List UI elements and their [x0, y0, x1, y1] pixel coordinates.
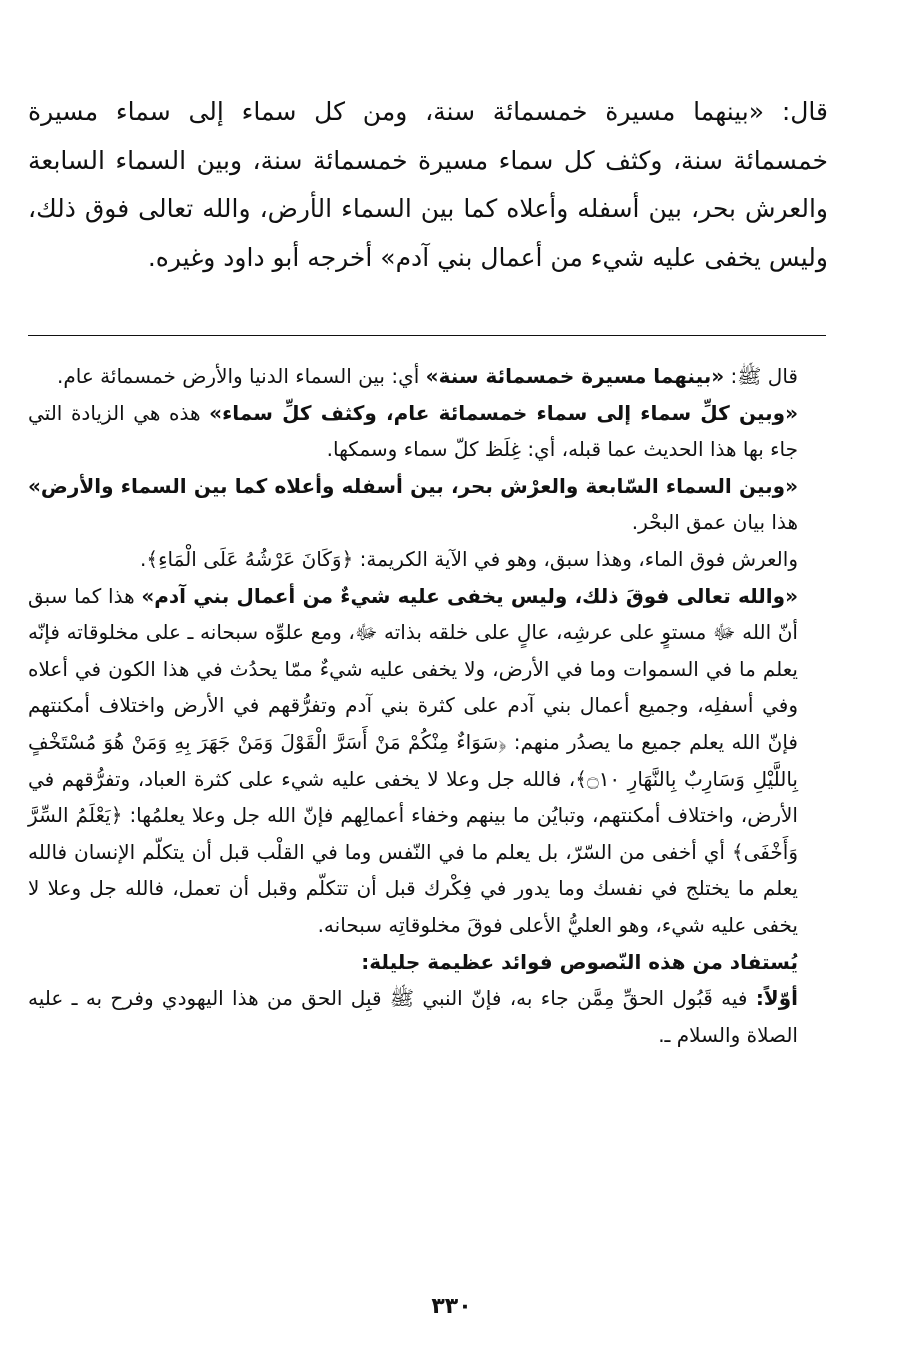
- commentary-paragraph-3: [28, 468, 828, 541]
- explanation-text: فيه قَبُول الحقِّ مِمَّن جاء به، فإنّ النبي ﷺ قبِل الحق من هذا اليهودي وفرح به ـ عليه الصلاة والسلام ـ.: [28, 986, 798, 1047]
- explanation-text: هذا كما سبق أنّ الله ﷻ مستوٍ على عرشِه، عالٍ على خلقه بذاته ﷻ، ومع علوِّه سبحانه ـ على مخلوقاته فإنّه يعلم ما في السموات وما في الأرض، ولا يخفى عليه شيءٌ ممّا يحدُث في هذا الكون في أعلاه وفي أسفلِه، وجميع أعمال بني آدم على كثرة بني آدم وتفرُّقهم في الأرض واختلاف أمكنتهم فإنّ الله يعلم جميع ما يصدُر منهم:: [28, 583, 798, 754]
- benefits-heading: يُستفاد من هذه النّصوص فوائد عظيمة جليلة:: [361, 949, 798, 974]
- explanation-text: ، فالله جل وعلا لا يخفى عليه شيء على كثرة العباد، وتفرُّقهم في الأرض، واختلاف أمكنتهم، وتبايُن ما بينهم وخفاء أعمالِهم فإنّ الله جل وعلا يعلمُها:: [28, 766, 798, 828]
- punctuation: .: [140, 546, 147, 571]
- explanation-text: والعرش فوق الماء، وهذا سبق، وهو في الآية الكريمة:: [353, 546, 798, 571]
- quran-verse: ﴿سَوَاءٌ مِنْكُمْ مَنْ أَسَرَّ الْقَوْلَ وَمَنْ جَهَرَ بِهِ وَمَنْ هُوَ مُسْتَخْفٍ بِاللَّيْلِ وَسَارِبٌ بِالنَّهَارِ ۝١٠﴾: [28, 729, 799, 791]
- commentary-paragraph-7: [28, 980, 828, 1053]
- commentary-paragraph-2: [28, 395, 828, 468]
- first-point-label: أوّلاً:: [755, 986, 798, 1011]
- hadith-quote: «بينهما مسيرة خمسمائة سنة»: [425, 364, 725, 388]
- hadith-text: قال: «بينهما مسيرة خمسمائة سنة، ومن كل سماء إلى سماء مسيرة خمسمائة سنة، وكثف كل سماء مسيرة خمسمائة سنة، وبين السماء السابعة والعرش بحر، بين أسفله وأعلاه كما بين السماء الأرض، والله تعالى فوق ذلك، وليس يخفى عليه شيء من أعمال بني آدم» أخرجه أبو داود وغيره.: [28, 97, 828, 272]
- separator-line: [28, 335, 826, 336]
- explanation-text: هذا بيان عمق البحْر.: [631, 510, 798, 535]
- commentary-paragraph-4: [28, 541, 828, 578]
- prophet-saying-intro: قال ﷺ:: [724, 364, 798, 388]
- page-number: ٣٣٠: [431, 1294, 472, 1319]
- explanation-text: أي أخفى من السّرّ، بل يعلم ما في النّفس وما في القلْب قبل أن يتكلّم الإنسان فالله يعلم ما يختلج في نفسك وما يدور في فِكْرك قبل أن تتكلّم وقبل أن تعمل، فالله جل وعلا لا يخفى عليه شيء، وهو العليُّ الأعلى فوقَ مخلوقاتِه سبحانه.: [28, 839, 798, 937]
- hadith-quote: «وبين السماء السّابعة والعرْش بحر، بين أسفله وأعلاه كما بين السماء والأرض»: [28, 473, 798, 498]
- commentary-paragraph-1: [28, 358, 828, 395]
- explanation-text: أي: بين السماء الدنيا والأرض خمسمائة عام.: [57, 364, 426, 388]
- hadith-quote: «والله تعالى فوقَ ذلك، وليس يخفى عليه شيءٌ من أعمال بني آدم»: [141, 583, 799, 608]
- quran-verse: ﴿يَعْلَمُ السِّرَّ وَأَخْفَى﴾: [28, 803, 798, 864]
- quran-verse: ﴿وَكَانَ عَرْشُهُ عَلَى الْمَاءِ﴾: [146, 546, 354, 571]
- commentary-paragraph-5: [28, 578, 828, 944]
- commentary-section: [28, 358, 828, 1053]
- explanation-text: هذه هي الزيادة التي جاء بها هذا الحديث عما قبله، أي: غِلَظ كلّ سماء وسمكها.: [28, 400, 798, 462]
- hadith-quote: «وبين كلِّ سماء إلى سماء خمسمائة عام، وكثف كلِّ سماء»: [209, 400, 798, 425]
